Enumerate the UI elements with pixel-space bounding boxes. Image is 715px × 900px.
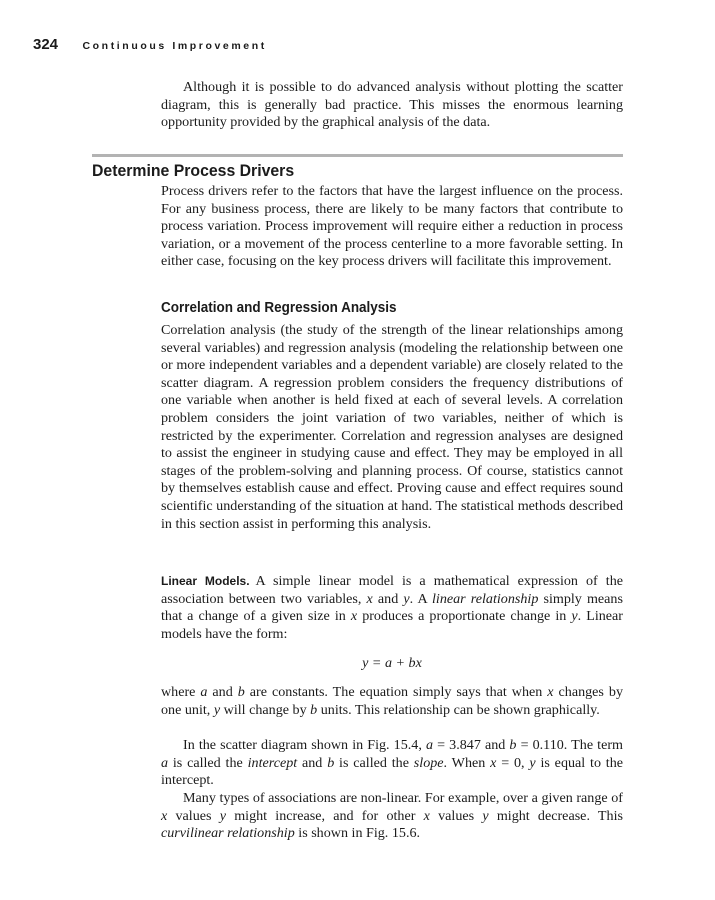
term-curvilinear-relationship: curvilinear relationship — [161, 825, 295, 842]
term-intercept: intercept — [247, 754, 298, 771]
section-divider — [92, 154, 623, 157]
linear-equation: y = a + bx — [362, 655, 422, 671]
section-heading: Determine Process Drivers — [92, 161, 295, 180]
nonlinear-paragraph: Many types of associations are non-linear. For example, over a given range of x values y might increase, and for other x values y might decrease. This curvilinear relationship is shown in Fig. 15.6. — [161, 790, 623, 842]
page-number: 324 — [33, 36, 59, 53]
term-linear-relationship: linear relationship — [432, 590, 539, 607]
section-paragraph: Process drivers refer to the factors that have the largest influence on the process. For any business process, there are likely to be many factors that contribute to process variation. Process improvement will require either a reduction in process variation, or a movement of the process centerline to a more favorable setting. In either case, focusing on the key process drivers will facilitate this improvement. — [161, 183, 623, 270]
run-in-heading: Linear Models. — [161, 574, 250, 588]
intro-paragraph: Although it is possible to do advanced analysis without plotting the scatter diagram, this is generally bad practice. This misses the enormous learning opportunity provided by the graphical analysis of the data. — [161, 79, 623, 131]
intercept-paragraph: In the scatter diagram shown in Fig. 15.4, a = 3.847 and b = 0.110. The term a is called the intercept and b is called the slope. When x = 0, y is equal to the intercept. — [161, 737, 624, 789]
constants-paragraph: where a and b are constants. The equation simply says that when x changes by one unit, y will change by b units. This relationship can be shown graphically. — [161, 684, 623, 718]
linear-models-paragraph: Linear Models. A simple linear model is a mathematical expression of the association between two variables, x and y. A linear relationship simply means that a change of a given size in x produces a proportionate change in y. Linear models have the form: — [161, 573, 623, 642]
term-slope: slope — [413, 754, 444, 771]
subsection-paragraph: Correlation analysis (the study of the strength of the linear relationships among several variables) and regression analysis (modeling the relationship between one or more independent variables and a dependent variable) are closely related to the scatter diagram. A regression problem considers the frequency distributions of one variable when another is held fixed at each of several levels. A correlation problem considers the joint variation of two variables, neither of which is restricted by the experimenter. Correlation and regression analyses are designed to assist the engineer in studying cause and effect. They may be employed in all stages of the problem-solving and planning process. Of course, statistics cannot by themselves establish cause and effect. Proving cause and effect requires sound scientific understanding of the situation at hand. The statistical methods described in this section assist in performing this analysis. — [161, 322, 623, 532]
running-head — [33, 36, 267, 54]
subsection-heading: Correlation and Regression Analysis — [161, 300, 397, 316]
running-title: Continuous Improvement — [82, 40, 267, 52]
